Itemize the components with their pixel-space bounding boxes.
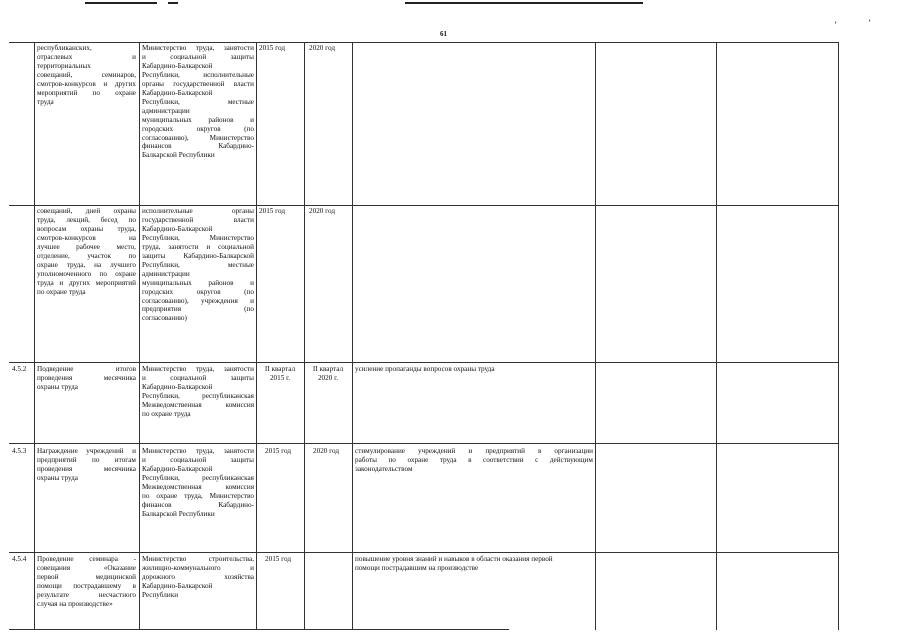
word: хозяйства (224, 572, 254, 581)
word: предприятий (485, 447, 525, 455)
text-line (37, 374, 136, 383)
text-line: законодательством (355, 464, 413, 473)
text-line: случая на производстве» (37, 599, 113, 608)
text-line: 2020 год (309, 44, 335, 52)
text-line (142, 279, 254, 288)
text-line (37, 564, 136, 573)
text-line: Республики (142, 590, 179, 599)
word: и (132, 447, 136, 455)
text-line (37, 555, 136, 564)
text-line (142, 252, 254, 261)
word: округов (196, 124, 221, 133)
word: предприятия (142, 305, 182, 314)
word: местные (227, 97, 254, 106)
word: труда, (117, 224, 136, 233)
text-line (37, 216, 136, 225)
word: труда (439, 455, 457, 464)
word: социальной (170, 52, 207, 61)
header-line-right (405, 2, 643, 4)
word: по (142, 491, 150, 500)
word: участок (87, 251, 112, 260)
column-border (352, 42, 353, 630)
row-2-end (309, 207, 351, 216)
word: исполнительные (203, 70, 254, 79)
word: на (94, 260, 102, 269)
text-line: Кабардино-Балкарской (142, 224, 213, 233)
word: учреждений (86, 447, 124, 455)
column-border (595, 42, 596, 630)
row-1-start (259, 44, 303, 53)
row-2-start (259, 207, 303, 216)
word: республиканская (202, 391, 254, 400)
word: совещаний, (37, 70, 73, 79)
word: защиты (230, 52, 254, 61)
text-line (142, 207, 254, 216)
text-line: 2020 г. (317, 373, 339, 382)
word: труда, (195, 447, 215, 455)
word: совещаний, (37, 207, 73, 215)
text-line (37, 234, 136, 243)
word: пострадавшему (73, 581, 122, 590)
text-line: Кабардино-Балкарской (142, 88, 213, 97)
row-border (9, 443, 838, 444)
row-4-number: 4.5.3 (12, 447, 27, 455)
word: мероприятий (37, 88, 78, 97)
word: органы (231, 207, 254, 215)
text-line (37, 591, 136, 600)
text-line (142, 125, 254, 134)
word: мероприятий (95, 278, 136, 287)
word: дорожного (142, 572, 176, 581)
text-line: помощи пострадавшим на производстве (355, 563, 479, 572)
text-line: Кабардино-Балкарской (142, 464, 213, 473)
word: Республики, (142, 233, 180, 242)
word: социальной (170, 373, 207, 382)
word: на (128, 233, 136, 242)
word: Министерство (142, 44, 187, 52)
word: труда, (66, 260, 86, 269)
text-line (142, 234, 254, 243)
word: (по (244, 124, 254, 133)
row-5-executor (142, 555, 254, 600)
word: других (114, 79, 136, 88)
word: дней (85, 207, 101, 215)
text-line (37, 365, 136, 374)
word: лекций, (66, 215, 90, 224)
word: городских (142, 287, 174, 296)
word: округов (196, 287, 221, 296)
word: государственной (142, 215, 194, 224)
word: охране (156, 491, 178, 500)
word: финансов (142, 142, 172, 151)
text-line (142, 365, 254, 374)
word: жилищно-коммунального (142, 563, 221, 572)
word: Межведомственная (142, 400, 202, 409)
word: по (92, 88, 100, 97)
text-line (142, 474, 254, 483)
text-line (142, 555, 254, 564)
row-3-start (257, 365, 303, 383)
word: Министерство (209, 233, 254, 242)
word: Республики, (142, 70, 180, 79)
text-line (355, 456, 593, 465)
corner-mark: ’ (868, 18, 871, 28)
row-4-executor (142, 447, 254, 519)
word: и (103, 79, 108, 88)
text-line: охраны труда (37, 473, 78, 482)
word: и (142, 52, 146, 61)
word: в (132, 581, 136, 590)
text-line (142, 456, 254, 465)
word: власти (233, 79, 254, 88)
word: других (68, 278, 90, 287)
word: Министерство (209, 133, 254, 142)
word: учреждения (201, 296, 238, 305)
word: итогам (114, 455, 136, 464)
text-line: по охране труда (142, 409, 191, 418)
text-line (142, 53, 254, 62)
word: отделение, (37, 251, 70, 260)
word: Кабардино-Балкарской (183, 251, 254, 260)
word: согласованию), (142, 296, 189, 305)
row-4-result (355, 447, 593, 474)
word: охране (115, 88, 136, 97)
text-line (37, 252, 136, 261)
text-line: II квартал (264, 365, 296, 373)
word: и (468, 447, 473, 455)
word: занятости (223, 365, 254, 373)
text-line: согласованию) (142, 314, 187, 323)
text-line (37, 71, 136, 80)
word: и (59, 278, 64, 287)
word: защиты (230, 373, 254, 382)
word: в (468, 455, 472, 464)
text-line (142, 80, 254, 89)
text-line (37, 582, 136, 591)
text-line (355, 447, 593, 456)
text-line: II квартал (312, 365, 344, 373)
word: лучшего (110, 260, 136, 269)
word: организации (554, 447, 593, 455)
word: исполнительные (142, 207, 193, 215)
word: несчастного (98, 590, 136, 599)
row-2-name (37, 207, 136, 297)
text-line (37, 447, 136, 456)
text-line: усиление пропаганды вопросов охраны труда (355, 365, 495, 373)
word: комиссия (225, 400, 254, 409)
word: районов (208, 115, 234, 124)
word: Проведение (37, 555, 74, 563)
word: помощи (37, 581, 62, 590)
word: (по (244, 287, 254, 296)
row-4-name (37, 447, 136, 483)
word: городских (142, 124, 174, 133)
row-border (9, 42, 838, 43)
word: по (388, 455, 396, 464)
text-line: Кабардино-Балкарской (142, 581, 213, 590)
text-line (37, 207, 136, 216)
text-line (142, 374, 254, 383)
text-line (142, 305, 254, 314)
text-line (142, 243, 254, 252)
word: Республики, (142, 391, 180, 400)
word: и (132, 52, 136, 61)
text-line: Кабардино-Балкарской (142, 382, 213, 391)
text-line: 2020 год (309, 207, 335, 215)
word: социальной (170, 455, 207, 464)
text-line: труда (37, 97, 54, 106)
row-2-executor (142, 207, 254, 323)
word: проведения (37, 464, 73, 473)
word: бесед (100, 215, 118, 224)
word: охраны (80, 224, 104, 233)
column-border (34, 42, 35, 630)
word: отраслевых (37, 52, 73, 61)
row-border (9, 552, 838, 553)
word: комиссия (225, 482, 254, 491)
row-4-end (313, 447, 351, 456)
word: Республики, (142, 97, 180, 106)
text-line (37, 53, 136, 62)
word: Кабардино- (218, 142, 254, 151)
word: по (91, 455, 100, 464)
text-line: 2015 год (259, 207, 285, 215)
word: месячника (103, 373, 136, 382)
row-1-name (37, 44, 136, 107)
text-line (142, 261, 254, 270)
text-line (142, 44, 254, 53)
row-border (9, 629, 509, 630)
word: охране (115, 269, 136, 278)
word: власти (233, 215, 254, 224)
text-line (37, 80, 136, 89)
word: с (535, 455, 539, 464)
word: охране (407, 455, 429, 464)
word: согласованию), (142, 133, 189, 142)
text-line (37, 270, 136, 279)
word: строительства, (208, 555, 254, 563)
word: совещания (37, 563, 71, 572)
text-line (142, 501, 254, 510)
row-border (9, 205, 838, 206)
row-3-name (37, 365, 136, 392)
text-line: территориальных (37, 61, 91, 70)
word: рабочее (76, 242, 100, 251)
word: и (250, 115, 254, 124)
word: уполномоченного (37, 269, 92, 278)
word: и (206, 242, 211, 251)
text-line (37, 465, 136, 474)
row-4-start (265, 447, 303, 456)
row-5-number: 4.5.4 (12, 555, 27, 563)
word: Подведение (37, 365, 74, 373)
text-line: по охране труда (37, 287, 86, 296)
text-line: Балкарской Республики (142, 509, 215, 518)
text-line (37, 279, 136, 288)
word: защиты (142, 251, 166, 260)
word: и (250, 296, 254, 305)
word: место, (116, 242, 136, 251)
word: - (133, 555, 136, 563)
text-line: 2015 год (265, 447, 291, 455)
text-line (142, 392, 254, 401)
word: итогов (115, 365, 136, 373)
word: Министерство (142, 447, 187, 455)
page-number: 61 (440, 30, 447, 38)
word: занятости (223, 447, 254, 455)
word: и (250, 278, 254, 287)
word: смотров-конкурсов (37, 233, 96, 242)
word: предприятий (37, 455, 77, 464)
word: охраны (113, 207, 136, 215)
word: муниципальных (142, 278, 192, 287)
row-border (9, 362, 838, 363)
word: местные (227, 260, 254, 269)
row-3-end (305, 365, 351, 383)
word: по (99, 269, 107, 278)
text-line (142, 447, 254, 456)
row-1-end (309, 44, 351, 53)
word: республиканская (202, 473, 254, 482)
text-line (142, 216, 254, 225)
text-line: повышение уровня знаний и навыков в области оказания первой (355, 555, 553, 563)
text-line (142, 98, 254, 107)
word: муниципальных (142, 115, 192, 124)
word: труда, (184, 491, 203, 500)
text-line: 2015 год (265, 555, 291, 563)
word: Министерство (142, 555, 187, 563)
word: лучшее (37, 242, 60, 251)
row-1-executor (142, 44, 254, 160)
word: и (142, 373, 146, 382)
word: занятости (223, 44, 254, 52)
header-line-left (85, 2, 157, 4)
word: Республики, (142, 260, 180, 269)
text-line: республиканских, (37, 44, 92, 52)
word: органы (142, 79, 165, 88)
text-line: 2020 год (313, 447, 339, 455)
header-line-left-short (168, 2, 178, 4)
word: Кабардино- (218, 500, 254, 509)
word: месячника (103, 464, 136, 473)
column-border (139, 42, 140, 630)
word: стимулирование (355, 447, 405, 455)
word: Межведомственная (142, 482, 202, 491)
text-line: администрации (142, 106, 190, 115)
word: действующим (549, 455, 593, 464)
word: работы (355, 455, 377, 464)
text-line: администрации (142, 269, 190, 278)
word: смотров-конкурсов (37, 79, 96, 88)
column-border (256, 42, 257, 630)
word: охране (37, 260, 58, 269)
text-line (37, 573, 136, 582)
word: медицинской (95, 572, 136, 581)
text-line: Кабардино-Балкарской (142, 61, 213, 70)
row-3-result (355, 365, 593, 374)
text-line (142, 71, 254, 80)
word: Министерство (209, 491, 254, 500)
word: вопросам (37, 224, 67, 233)
word: семинаров, (101, 70, 136, 79)
word: труда, (37, 215, 56, 224)
word: Награждение (37, 447, 78, 455)
word: учреждений (418, 447, 456, 455)
word: по (128, 215, 136, 224)
word: «Оказание (103, 563, 136, 572)
text-line (142, 573, 254, 582)
row-5-name (37, 555, 136, 609)
text-line (142, 564, 254, 573)
word: семинара (89, 555, 118, 563)
text-line (142, 401, 254, 410)
word: государственной (173, 79, 225, 88)
word: труда, (195, 44, 215, 52)
text-line (37, 261, 136, 270)
word: в (537, 447, 542, 455)
corner-mark: ’ (834, 20, 837, 30)
word: и (250, 563, 254, 572)
word: труда (37, 278, 54, 287)
text-line (37, 89, 136, 98)
text-line (142, 492, 254, 501)
text-line: Балкарской Республики (142, 151, 215, 160)
text-line: 2015 г. (269, 373, 291, 382)
word: социальной (218, 242, 254, 251)
row-5-result (355, 555, 593, 573)
text-line (142, 288, 254, 297)
word: и (142, 455, 146, 464)
word: защиты (230, 455, 254, 464)
row-3-executor (142, 365, 254, 419)
word: труда, (195, 365, 215, 373)
word: Республики, (142, 473, 180, 482)
word: финансов (142, 500, 172, 509)
word: труда, (142, 242, 161, 251)
word: Министерство (142, 365, 187, 373)
text-line: 2015 год (259, 44, 285, 52)
text-line (37, 456, 136, 465)
column-border (304, 42, 305, 630)
word: соответствии (483, 455, 524, 464)
word: первой (37, 572, 59, 581)
text-line (37, 243, 136, 252)
row-5-start (265, 555, 303, 564)
text-line (142, 483, 254, 492)
text-line (37, 225, 136, 234)
text-line (142, 142, 254, 151)
text-line (142, 297, 254, 306)
text-line (142, 134, 254, 143)
word: районов (208, 278, 234, 287)
word: (по (244, 305, 254, 314)
word: проведения (37, 373, 73, 382)
text-line (142, 116, 254, 125)
text-line: охраны труда (37, 382, 78, 391)
row-3-number: 4.5.2 (12, 365, 27, 373)
column-border (716, 42, 717, 630)
word: по (128, 251, 136, 260)
word: занятости (168, 242, 199, 251)
word: результате (37, 590, 69, 599)
column-border (838, 42, 839, 630)
